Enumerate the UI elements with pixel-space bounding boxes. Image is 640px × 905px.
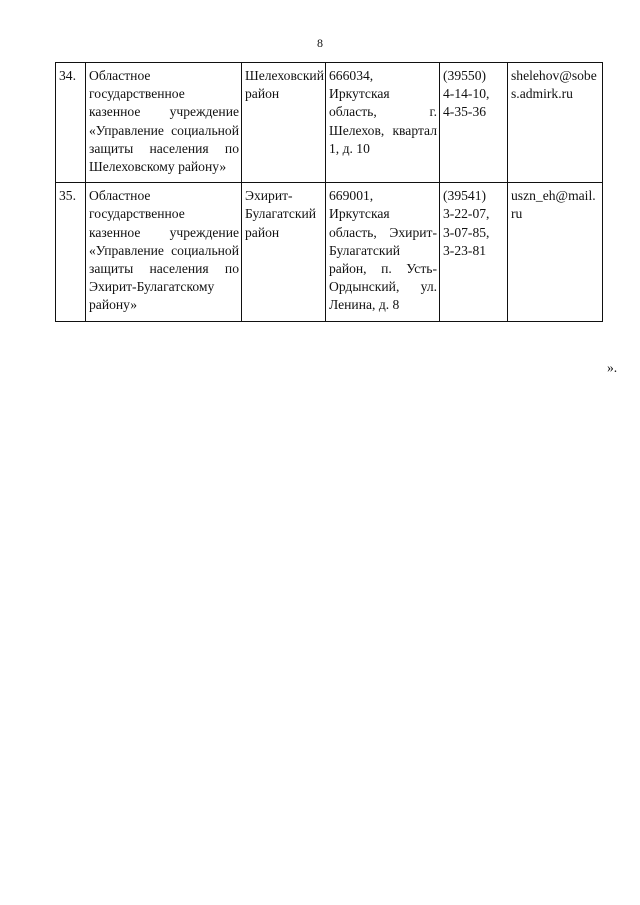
district-name: Шелеховский район xyxy=(242,63,326,183)
phone-code: (39541) xyxy=(443,188,487,204)
organization-name: Областное государственное казенное учреждение «Управление социальной защиты населения по Шелеховскому району» xyxy=(86,63,242,183)
phone-number: 3-07-85, xyxy=(443,224,490,240)
phone-number: 3-22-07, xyxy=(443,206,490,222)
closing-quote: ». xyxy=(607,360,618,375)
page-number: 8 xyxy=(317,36,323,50)
phone-number: 4-35-36 xyxy=(443,104,487,120)
row-number: 34. xyxy=(56,63,86,183)
email-address: uszn_eh@mail.ru xyxy=(508,183,603,321)
postal-address: 669001, Иркутская область, Эхирит-Булагатский район, п. Усть-Ордынский, ул. Ленина, д. 8 xyxy=(326,183,440,321)
institutions-table xyxy=(55,62,603,322)
email-address: shelehov@sobes.admirk.ru xyxy=(508,63,603,183)
organization-name: Областное государственное казенное учреждение «Управление социальной защиты населения по Эхирит-Булагатскому району» xyxy=(86,183,242,321)
phone-number: 3-23-81 xyxy=(443,242,487,258)
phone-cell xyxy=(440,63,508,183)
phone-cell xyxy=(440,183,508,321)
table-row xyxy=(56,63,603,183)
postal-address: 666034, Иркутская область, г. Шелехов, квартал 1, д. 10 xyxy=(326,63,440,183)
table-row xyxy=(56,183,603,321)
phone-number: 4-14-10, xyxy=(443,86,490,102)
district-name: Эхирит-Булагатский район xyxy=(242,183,326,321)
phone-code: (39550) xyxy=(443,68,487,83)
row-number: 35. xyxy=(56,183,86,321)
